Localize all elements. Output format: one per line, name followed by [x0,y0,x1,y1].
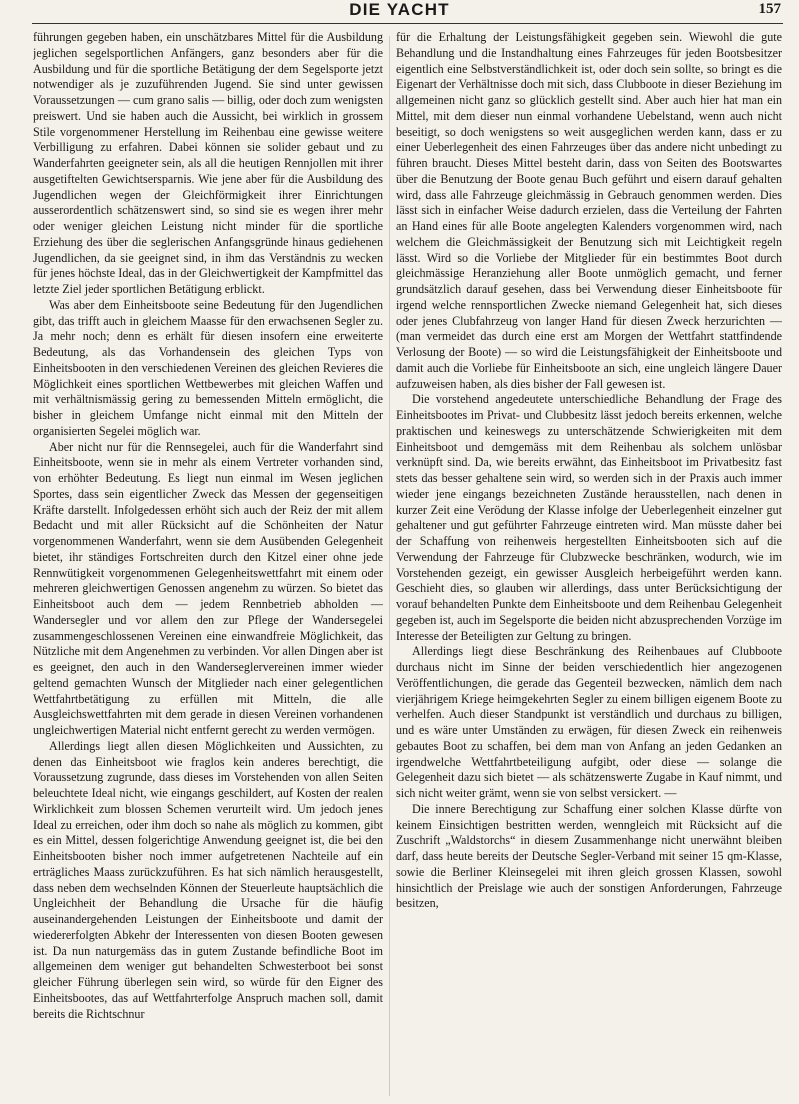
left-paragraph-3: Aber nicht nur für die Rennsegelei, auch für die Wanderfahrt sind Einheitsboote, wenn sie in mehr als einem Vertreter vorhanden sind, von erhöhter Bedeutung. Es liegt nun einmal im Wesen jeglichen Sportes, dass sein eigentlicher Zweck das Messen der gegenseitigen Kräfte darstellt. Infolgedessen erhöht sich auch der Reiz der mit allem Bedacht und mit aller Rücksicht auf die Schönheiten der Natur vorgenommenen Wanderfahrt, wenn sie dem Ausübenden Gelegenheit bietet, ihr ständiges Fortschreiten durch den Kitzel einer ohne jede Rennwütigkeit vorgenommenen Gelegenheitswettfahrt mit einem oder mehreren gleichwertigen Genossen angenehm zu würzen. So bietet das Einheitsboot auch dem — jedem Rennbetrieb abholden — Wandersegler und vor allem den zur Pflege der Wandersegelei zusammengeschlossenen Vereinen eine einwandfreie Möglichkeit, das Nützliche mit dem Angenehmen zu verbinden. Vor allen Dingen aber ist es geeignet, den auch in den Wanderseglervereinen immer wieder geltend gemachten Wunsch der Mitglieder nach einer gelegentlichen Wettfahrtbetätigung zu erfüllen mit Mitteln, die alle Ausgleichswettfahrten mit dem gerade in diesen Vereinen vorhandenen ungleichwertigen Material nicht entfernt gerecht zu werden vermögen. [33,439,383,737]
right-paragraph-4: Die innere Berechtigung zur Schaffung einer solchen Klasse dürfte von keinem Einsichtigen bestritten werden, wenngleich mit Rücksicht auf die Zuschrift „Waldstorchs“ in diesem Zusammenhange nicht unerwähnt bleiben darf, dass heute bereits der Deutsche Segler-Verband mit seiner 15 qm-Klasse, sowie die Berliner Kleinsegelei mit ihren gleich grossen Klassen, sowohl hinsichtlich der Preislage wie auch der sonstigen Anforderungen, Fahrzeuge besitzen, [396,801,782,911]
header-rule [32,23,783,24]
left-paragraph-4: Allerdings liegt allen diesen Möglichkeiten und Aussichten, zu denen das Einheitsboot wie fraglos kein anderes berechtigt, die Voraussetzung zugrunde, dass dieses im Vorstehenden von allen Seiten beleuchtete Ideal nicht, wie eingangs geschildert, auf Kosten der realen Wirklichkeit zum blossen Schemen verurteilt wird. Um jedoch jenes Ideal zu erreichen, oder ihm doch so nahe als möglich zu kommen, gibt es ein Mittel, dessen folgerichtige Anwendung geeignet ist, die bei den Einheitsbooten bisher noch immer aufgetretenen Nachteile auf ein erträgliches Maass zurückzuführen. Es hat sich nämlich herausgestellt, dass neben dem wechselnden Können der Steuerleute hauptsächlich die Ungleichheit der Behandlung die Ursache für die häufig auseinandergehenden Leistungen der Einheitsboote und damit der wiedererfolgten Abkehr der Interessenten von diesen Booten gewesen ist. Da nun naturgemäss das in gutem Zustande befindliche Boot im allgemeinen dem weniger gut behandelten Schwesterboot bei sonst gleicher Führung überlegen sein wird, so würde für den Eigner des Einheitsbootes, das auf Wettfahrterfolge Anspruch machen soll, damit bereits die Richtschnur [33,738,383,1021]
right-paragraph-2: Die vorstehend angedeutete unterschiedliche Behandlung der Frage des Einheitsbootes im Privat- und Clubbesitz lässt jedoch bereits erkennen, welche praktischen und keineswegs zu unterschätzende Schwierigkeiten mit dem Einheitsboot und demgemäss mit dem Reihenbau als solchem unlösbar verknüpft sind. Da, wie bereits erwähnt, das Einheitsboot im Privatbesitz fast stets das besser gehaltene sein wird, so werden sich in der Praxis auch immer wieder jene eingangs bezeichneten Zustände herausstellen, nach denen in kurzer Zeit eine Verödung der Klasse infolge der Ueberlegenheit einzelner gut gehaltener und gut geführter Fahrzeuge eintreten wird. Man müsste daher bei der Schaffung von reihenweis hergestellten Einheitsbooten sich auf die Verwendung der Fahrzeuge für Clubzwecke beschränken, wodurch, wie im Vorstehenden gezeigt, ein gewisser Ausgleich herbeigeführt werden kann. Geschieht dies, so glauben wir allerdings, dass unter Berücksichtigung der vorauf behandelten Punkte dem Einheitsboote und dem Reihenbau Gelegenheit gegeben ist, auch im Segelsporte die beiden nicht abzusprechenden Vorzüge im Interesse der Beteiligten zur Geltung zu bringen. [396,392,782,643]
right-paragraph-3: Allerdings liegt diese Beschränkung des Reihenbaues auf Clubboote durchaus nicht im Sinne der beiden verschiedentlich hier angezogenen Veröffentlichungen, die gerade das Gegenteil bezwecken, nämlich dem nach vierjährigem Kriege heimgekehrten Segler zu einem billigen eigenem Boote zu verhelfen. Auch dieser Standpunkt ist verständlich und durchaus zu billigen, und es wäre unter Umständen zu erwägen, für diesen Zweck ein reihenweis gebautes Boot zu schaffen, bei dem man von Anfang an jeden Gedanken an irgendwelche Wettfahrtbeteiligung aufgibt, oder diese — solange die Gelegenheit dazu sich bietet — als schätzenswerte Zugabe in Kauf nimmt, und sich nicht weiter grämt, wenn sie von selbst versickert. — [396,644,782,800]
right-column [396,30,782,1100]
left-paragraph-1: führungen gegeben haben, ein unschätzbares Mittel für die Ausbildung jeglichen segelsportlichen Anfängers, ganz besonders aber für die Ausbildung und für die sportliche Betätigung der dem Segelsporte jetzt notwendiger als je zuzuführenden Jugend. Sie sind unter gewissen Voraussetzungen — cum grano salis — billig, oder doch zum wenigsten preiswert. Und sie haben auch die Aussicht, bei wirklich in grossem Stile vorgenommener Herstellung im Reihenbau eine gewisse weitere Verbilligung zu erfahren. Dabei können sie solider gebaut und zu Wanderfahrten geeigneter sein, als all die heutigen Rennjollen mit ihrer ausgetiftelten Gewichtsersparnis. Wie jene aber für die Ausbildung des Jugendlichen wegen der Gleichförmigkeit ihrer Einrichtungen ausserordentlich schätzenswert sind, so sind sie es wegen ihrer mehr oder weniger gleichen Leistung nicht minder für die sportliche Erziehung des über die seglerischen Anfangsgründe hinaus gediehenen Jugendlichen, da sie geeignet sind, in ihm das Verständnis zu wecken für jenes höchste Ideal, das in der Gleichwertigkeit der Kampfmittel das letzte Ziel jeder sportlichen Betätigung erblickt. [33,30,383,296]
right-paragraph-1: für die Erhaltung der Leistungsfähigkeit gegeben sein. Wiewohl die gute Behandlung und die Instandhaltung eines Fahrzeuges für jeden Bootsbesitzer eigentlich eine Selbstverständlichkeit ist, oder doch sein sollte, so bringt es die Eigenart der Verhältnisse doch mit sich, dass Clubboote in dieser Beziehung im allgemeinen nicht ganz so glücklich gestellt sind. Aber auch hier hat man ein Mittel, mit dem dieser nun einmal vorhandene Uebelstand, wenn auch nicht beseitigt, so doch wenigstens so weit ausgeglichen werden kann, dass er zu einer Ueberlegenheit des einen Fahrzeuges über das andere nicht unbedingt zu führen braucht. Dieses Mittel besteht darin, dass von Seiten des Bootswartes über die Benutzung der Boote genau Buch geführt und eisern darauf gehalten wird, dass alle Fahrzeuge gleichmässig in Gebrauch genommen werden. Dies lässt sich in einfacher Weise dadurch erzielen, dass die Verteilung der Fahrten an Hand eines für alle Boote angelegten Kalenders vorgenommen wird, nach welchem die Gleichmässigkeit der Benutzung sich mit Leichtigkeit regeln lässt. Wird so die Vorliebe der Mitglieder für ein bestimmtes Boot durch gleichmässige Heranziehung aller Boote unmöglich gemacht, und ferner grundsätzlich darauf gesehen, dass bei Verwendung dieser Einheitsboote für irgend welche rennsportlichen Zwecke niemand Gelegenheit hat, sich dieses oder jenes Clubfahrzeug von langer Hand für diesen Zweck herzurichten — (man vermeidet das durch eine erst am Morgen der Wettfahrt stattfindende Verlosung der Boote) — so wird die Leistungsfähigkeit der Einheitsboote und damit auch die Vorliebe für Einheitsboote an sich, eine ungleich längere Dauer aufzuweisen haben, als dies bisher der Fall gewesen ist. [396,30,782,391]
page-title: DIE YACHT [349,0,450,19]
left-paragraph-2: Was aber dem Einheitsboote seine Bedeutung für den Jugendlichen gibt, das trifft auch in gleichem Maasse für den erwachsenen Segler zu. Ja mehr noch; denn es erhält für diesen insofern eine erweiterte Bedeutung, als das Vorhandensein des gleichen Typs von Einheitsbooten in den verschiedenen Vereinen des gleichen Revieres die Möglichkeit eines sportlichen Wettbewerbes mit gleichen Waffen und mit verhältnismässig gering zu bemessenden Mitteln ermöglicht, die bisher in gleichem Umfange nicht einmal mit den Mitteln der organisierten Segelei möglich war. [33,297,383,438]
page-number: 157 [758,1,781,17]
left-column [33,30,383,1100]
column-gutter [389,36,390,1096]
